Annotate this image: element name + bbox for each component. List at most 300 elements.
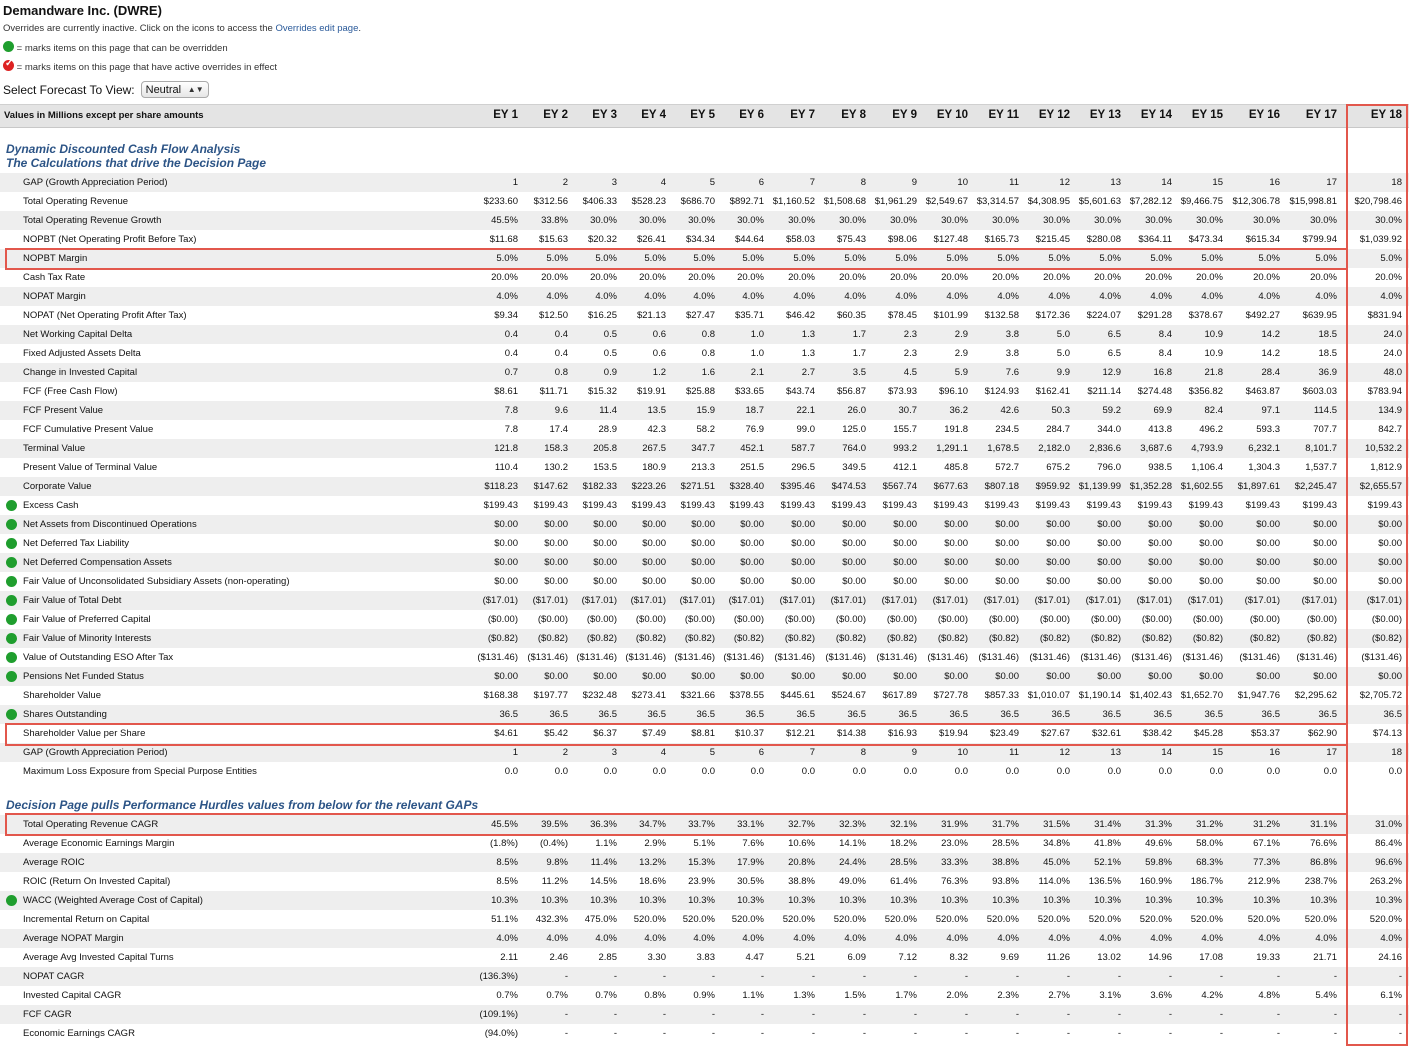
cell-ey12: - (1066, 1009, 1070, 1020)
cell-ey6: 520.0% (731, 914, 764, 925)
cell-ey18: $2,655.57 (1359, 481, 1402, 492)
cell-ey6: $33.65 (734, 386, 764, 397)
cell-ey3: $199.43 (582, 500, 617, 511)
cell-ey11: 5.0% (997, 253, 1019, 264)
cell-ey5: 0.0 (701, 766, 715, 777)
cell-ey6: $0.00 (740, 538, 764, 549)
cell-ey13: 0.0 (1107, 766, 1121, 777)
row-label: NOPBT (Net Operating Profit Before Tax) (23, 234, 197, 245)
cell-ey13: 344.0 (1097, 424, 1121, 435)
cell-ey17: 8,101.7 (1305, 443, 1337, 454)
cell-ey11: - (1015, 971, 1019, 982)
cell-ey4: ($0.82) (635, 633, 666, 644)
cell-ey17: $2,245.47 (1294, 481, 1337, 492)
cell-ey15: 30.0% (1196, 215, 1223, 226)
cell-ey18: 36.5 (1383, 709, 1402, 720)
cell-ey3: 2.85 (598, 952, 617, 963)
cell-ey3: 3 (611, 747, 617, 758)
cell-ey14: - (1168, 1028, 1172, 1039)
row-label: Pensions Net Funded Status (23, 671, 144, 682)
row-label: Shares Outstanding (23, 709, 107, 720)
cell-ey12: $0.00 (1046, 538, 1070, 549)
cell-ey15: 496.2 (1199, 424, 1223, 435)
cell-ey3: $0.00 (593, 538, 617, 549)
cell-ey3: 0.5 (603, 348, 617, 359)
cell-ey9: 30.7 (898, 405, 917, 416)
cell-ey3: $6.37 (593, 728, 617, 739)
cell-ey1: $118.23 (484, 481, 518, 492)
cell-ey6: - (760, 1028, 764, 1039)
cell-ey12: 12 (1059, 747, 1070, 758)
cell-ey1: 2.11 (500, 952, 518, 963)
cell-ey13: 6.5 (1107, 348, 1121, 359)
cell-ey10: 23.0% (941, 838, 968, 849)
cell-ey14: $0.00 (1148, 576, 1172, 587)
cell-ey7: ($131.46) (774, 652, 815, 663)
cell-ey18: $0.00 (1378, 538, 1402, 549)
cell-ey4: ($17.01) (630, 595, 666, 606)
cell-ey5: 1.6 (701, 367, 715, 378)
cell-ey6: $0.00 (740, 671, 764, 682)
table-row (0, 249, 1409, 268)
cell-ey4: 30.0% (639, 215, 666, 226)
cell-ey10: $127.48 (933, 234, 968, 245)
cell-ey6: 33.1% (737, 819, 764, 830)
cell-ey2: 4.0% (546, 933, 568, 944)
cell-ey9: - (913, 971, 917, 982)
cell-ey18: 30.0% (1375, 215, 1402, 226)
cell-ey17: $199.43 (1302, 500, 1337, 511)
cell-ey18: 5.0% (1380, 253, 1402, 264)
forecast-select[interactable] (141, 81, 209, 98)
cell-ey9: 993.2 (893, 443, 917, 454)
cell-ey8: $56.87 (836, 386, 866, 397)
cell-ey8: ($17.01) (830, 595, 866, 606)
cell-ey1: $9.34 (494, 310, 518, 321)
table-row (0, 629, 1409, 648)
legend-overridable-text: = marks items on this page that can be overridden (16, 43, 228, 54)
cell-ey16: 10.3% (1253, 895, 1280, 906)
cell-ey5: 5.1% (693, 838, 715, 849)
override-dot-icon[interactable] (6, 709, 17, 720)
legend-overridable (3, 41, 228, 56)
cell-ey6: ($0.00) (733, 614, 764, 625)
cell-ey7: 20.8% (788, 857, 815, 868)
row-label: Net Deferred Compensation Assets (23, 557, 172, 568)
cell-ey2: 158.3 (544, 443, 568, 454)
cell-ey12: $27.67 (1040, 728, 1070, 739)
cell-ey4: 18.6% (639, 876, 666, 887)
cell-ey6: 6 (758, 177, 764, 188)
overrides-edit-link[interactable]: Overrides edit page (275, 23, 359, 34)
cell-ey9: - (913, 1028, 917, 1039)
cell-ey13: ($0.82) (1090, 633, 1121, 644)
cell-ey10: $0.00 (944, 557, 968, 568)
cell-ey13: $1,139.99 (1078, 481, 1121, 492)
cell-ey14: 10.3% (1145, 895, 1172, 906)
cell-ey14: 4.0% (1150, 933, 1172, 944)
override-dot-icon[interactable] (6, 671, 17, 682)
cell-ey14: 59.8% (1145, 857, 1172, 868)
cell-ey9: $199.43 (882, 500, 917, 511)
row-label: Total Operating Revenue (23, 196, 129, 207)
cell-ey8: 8 (860, 177, 866, 188)
table-row (0, 420, 1409, 439)
cell-ey5: 15.3% (688, 857, 715, 868)
cell-ey1: $0.00 (494, 538, 518, 549)
cell-ey11: 9.69 (1000, 952, 1019, 963)
cell-ey2: $11.71 (539, 386, 568, 397)
override-dot-icon[interactable] (6, 614, 17, 625)
table-row (0, 439, 1409, 458)
cell-ey4: 180.9 (642, 462, 666, 473)
cell-ey17: 21.71 (1313, 952, 1337, 963)
cell-ey17: $15,998.81 (1289, 196, 1337, 207)
table-row (0, 192, 1409, 211)
cell-ey1: 4.0% (496, 291, 518, 302)
override-dot-icon[interactable] (6, 519, 17, 530)
cell-ey8: 1.7 (852, 329, 866, 340)
cell-ey12: 5.0 (1056, 329, 1070, 340)
cell-ey2: 11.2% (541, 876, 568, 887)
cell-ey12: ($0.00) (1039, 614, 1070, 625)
cell-ey9: 2.3 (903, 348, 917, 359)
cell-ey7: 5.21 (796, 952, 815, 963)
cell-ey6: 30.5% (737, 876, 764, 887)
cell-ey18: 1,812.9 (1370, 462, 1402, 473)
table-row (0, 515, 1409, 534)
cell-ey15: 4.2% (1201, 990, 1223, 1001)
cell-ey13: - (1117, 971, 1121, 982)
cell-ey12: 2,182.0 (1038, 443, 1070, 454)
cell-ey7: 32.7% (788, 819, 815, 830)
cell-ey14: $1,352.28 (1129, 481, 1172, 492)
column-header-ey1: EY 1 (493, 109, 518, 121)
cell-ey8: - (862, 1009, 866, 1020)
cell-ey6: 1.0 (750, 348, 764, 359)
cell-ey4: 42.3 (647, 424, 666, 435)
cell-ey2: ($0.00) (537, 614, 568, 625)
cell-ey8: 520.0% (833, 914, 866, 925)
cell-ey17: $2,295.62 (1294, 690, 1337, 701)
cell-ey3: 0.7% (595, 990, 617, 1001)
cell-ey11: $23.49 (989, 728, 1019, 739)
cell-ey10: 33.3% (941, 857, 968, 868)
cell-ey16: $0.00 (1256, 538, 1280, 549)
cell-ey14: 3.6% (1150, 990, 1172, 1001)
cell-ey17: 10.3% (1310, 895, 1337, 906)
cell-ey15: $0.00 (1199, 576, 1223, 587)
cell-ey16: $492.27 (1245, 310, 1280, 321)
cell-ey5: $0.00 (691, 576, 715, 587)
cell-ey12: 675.2 (1046, 462, 1070, 473)
cell-ey11: ($131.46) (978, 652, 1019, 663)
legend-active (3, 60, 277, 75)
cell-ey8: 30.0% (839, 215, 866, 226)
cell-ey9: 2.3 (903, 329, 917, 340)
row-label: Total Operating Revenue CAGR (23, 819, 159, 830)
cell-ey5: 3.83 (696, 952, 715, 963)
cell-ey16: 97.1 (1261, 405, 1280, 416)
cell-ey5: $27.47 (685, 310, 715, 321)
cell-ey13: $211.14 (1087, 386, 1121, 397)
override-dot-icon[interactable] (6, 895, 17, 906)
cell-ey9: $0.00 (893, 557, 917, 568)
cell-ey10: ($131.46) (927, 652, 968, 663)
row-label: GAP (Growth Appreciation Period) (23, 177, 168, 188)
cell-ey15: 4,793.9 (1191, 443, 1223, 454)
section2-title: Decision Page pulls Performance Hurdles values from below for the relevant GAPs (6, 798, 479, 812)
cell-ey8: 26.0 (847, 405, 866, 416)
table-row (0, 553, 1409, 572)
cell-ey16: 593.3 (1256, 424, 1280, 435)
cell-ey18: 24.16 (1378, 952, 1402, 963)
cell-ey7: $0.00 (791, 557, 815, 568)
row-label: ROIC (Return On Invested Capital) (23, 876, 171, 887)
cell-ey16: 14.2 (1261, 329, 1280, 340)
override-dot-icon[interactable] (6, 633, 17, 644)
cell-ey3: - (613, 971, 617, 982)
cell-ey17: 114.5 (1313, 405, 1337, 416)
cell-ey1: (136.3%) (479, 971, 518, 982)
cell-ey15: ($0.82) (1192, 633, 1223, 644)
cell-ey1: 7.8 (504, 405, 518, 416)
cell-ey14: $0.00 (1148, 519, 1172, 530)
cell-ey11: - (1015, 1009, 1019, 1020)
cell-ey2: ($0.82) (537, 633, 568, 644)
cell-ey3: 0.9 (603, 367, 617, 378)
row-label: GAP (Growth Appreciation Period) (23, 747, 168, 758)
cell-ey17: - (1333, 1009, 1337, 1020)
cell-ey16: $53.37 (1250, 728, 1280, 739)
cell-ey4: 4.0% (644, 933, 666, 944)
cell-ey16: $463.87 (1245, 386, 1280, 397)
cell-ey8: 764.0 (842, 443, 866, 454)
cell-ey7: $199.43 (780, 500, 815, 511)
cell-ey14: 520.0% (1139, 914, 1172, 925)
cell-ey7: - (811, 1028, 815, 1039)
cell-ey16: 520.0% (1247, 914, 1280, 925)
cell-ey2: 17.4 (549, 424, 568, 435)
cell-ey1: $199.43 (483, 500, 518, 511)
override-dot-icon[interactable] (6, 652, 17, 663)
cell-ey17: 238.7% (1304, 876, 1337, 887)
cell-ey11: 1,678.5 (987, 443, 1019, 454)
cell-ey18: 4.0% (1380, 291, 1402, 302)
cell-ey7: 38.8% (788, 876, 815, 887)
row-label: Incremental Return on Capital (23, 914, 150, 925)
cell-ey12: $0.00 (1046, 557, 1070, 568)
override-dot-icon[interactable] (6, 538, 17, 549)
cell-ey2: $0.00 (544, 557, 568, 568)
cell-ey1: 20.0% (491, 272, 518, 283)
cell-ey8: 10.3% (839, 895, 866, 906)
cell-ey9: $0.00 (893, 519, 917, 530)
table-row (0, 667, 1409, 686)
row-label: Economic Earnings CAGR (23, 1028, 135, 1039)
cell-ey18: $0.00 (1378, 576, 1402, 587)
cell-ey17: $62.90 (1307, 728, 1337, 739)
cell-ey7: $0.00 (791, 519, 815, 530)
cell-ey1: 51.1% (491, 914, 518, 925)
cell-ey2: 10.3% (541, 895, 568, 906)
table-header-label: Values in Millions except per share amounts (4, 110, 204, 121)
cell-ey13: 30.0% (1094, 215, 1121, 226)
cell-ey8: 20.0% (839, 272, 866, 283)
column-header-ey14: EY 14 (1140, 109, 1172, 121)
row-label: Fair Value of Preferred Capital (23, 614, 151, 625)
cell-ey13: 52.1% (1094, 857, 1121, 868)
cell-ey13: 6.5 (1107, 329, 1121, 340)
cell-ey11: 4.0% (997, 933, 1019, 944)
cell-ey6: 1.1% (742, 990, 764, 1001)
cell-ey1: $11.68 (489, 234, 518, 245)
cell-ey11: $0.00 (995, 671, 1019, 682)
cell-ey2: $147.62 (533, 481, 568, 492)
cell-ey1: $0.00 (494, 519, 518, 530)
cell-ey16: 14.2 (1261, 348, 1280, 359)
cell-ey9: 9 (911, 177, 917, 188)
cell-ey10: 0.0 (954, 766, 968, 777)
cell-ey5: 10.3% (688, 895, 715, 906)
cell-ey11: $0.00 (995, 538, 1019, 549)
row-label: Total Operating Revenue Growth (23, 215, 162, 226)
cell-ey14: 8.4 (1158, 348, 1172, 359)
cell-ey17: 5.0% (1315, 253, 1337, 264)
cell-ey2: $12.50 (538, 310, 568, 321)
row-label: Excess Cash (23, 500, 79, 511)
section1-title: Dynamic Discounted Cash Flow Analysis (6, 142, 241, 156)
cell-ey9: 0.0 (903, 766, 917, 777)
cell-ey7: 10.6% (788, 838, 815, 849)
row-label: FCF CAGR (23, 1009, 72, 1020)
row-label: Fair Value of Total Debt (23, 595, 122, 606)
cell-ey3: $16.25 (587, 310, 617, 321)
cell-ey11: $165.73 (984, 234, 1019, 245)
cell-ey16: 1,304.3 (1248, 462, 1280, 473)
cell-ey8: 5.0% (844, 253, 866, 264)
column-header-ey12: EY 12 (1038, 109, 1070, 121)
row-label: NOPAT Margin (23, 291, 86, 302)
cell-ey14: $38.42 (1142, 728, 1172, 739)
cell-ey5: 20.0% (688, 272, 715, 283)
cell-ey8: ($131.46) (825, 652, 866, 663)
cell-ey4: 4 (660, 177, 666, 188)
cell-ey14: $0.00 (1148, 671, 1172, 682)
cell-ey17: 31.1% (1310, 819, 1337, 830)
cell-ey13: 12.9 (1102, 367, 1121, 378)
cell-ey1: 1 (512, 177, 518, 188)
cell-ey11: $0.00 (995, 519, 1019, 530)
table-row (0, 705, 1409, 724)
cell-ey15: 520.0% (1190, 914, 1223, 925)
cell-ey3: 20.0% (590, 272, 617, 283)
cell-ey12: 5.0% (1048, 253, 1070, 264)
cell-ey18: 18 (1391, 177, 1402, 188)
cell-ey6: 18.7 (745, 405, 764, 416)
cell-ey18: $0.00 (1378, 557, 1402, 568)
column-header-ey10: EY 10 (936, 109, 968, 121)
cell-ey11: $857.33 (984, 690, 1019, 701)
cell-ey4: ($0.00) (635, 614, 666, 625)
cell-ey9: $73.93 (887, 386, 917, 397)
cell-ey4: 13.5 (647, 405, 666, 416)
override-dot-icon[interactable] (6, 500, 17, 511)
forecast-selector (3, 81, 209, 98)
cell-ey10: ($0.82) (937, 633, 968, 644)
cell-ey7: 296.5 (791, 462, 815, 473)
cell-ey14: 49.6% (1145, 838, 1172, 849)
cell-ey17: 5.4% (1315, 990, 1337, 1001)
cell-ey9: $16.93 (887, 728, 917, 739)
cell-ey7: $445.61 (780, 690, 815, 701)
cell-ey15: $9,466.75 (1180, 196, 1223, 207)
cell-ey3: 28.9 (598, 424, 617, 435)
cell-ey11: ($17.01) (983, 595, 1019, 606)
cell-ey5: 0.8 (701, 348, 715, 359)
cell-ey10: 520.0% (935, 914, 968, 925)
cell-ey16: 20.0% (1253, 272, 1280, 283)
cell-ey1: $0.00 (494, 557, 518, 568)
cell-ey2: 2 (562, 747, 568, 758)
table-row (0, 572, 1409, 591)
cell-ey2: $15.63 (538, 234, 568, 245)
cell-ey18: 4.0% (1380, 933, 1402, 944)
page-title: Demandware Inc. (DWRE) (3, 3, 162, 18)
cell-ey9: ($17.01) (881, 595, 917, 606)
column-header-ey9: EY 9 (892, 109, 917, 121)
cell-ey9: $98.06 (887, 234, 917, 245)
cell-ey1: 7.8 (504, 424, 518, 435)
cell-ey9: 155.7 (893, 424, 917, 435)
cell-ey16: $615.34 (1245, 234, 1280, 245)
cell-ey3: 36.5 (598, 709, 617, 720)
override-dot-icon[interactable] (6, 557, 17, 568)
row-label: Average Avg Invested Capital Turns (23, 952, 174, 963)
cell-ey15: $378.67 (1188, 310, 1223, 321)
override-dot-icon[interactable] (6, 576, 17, 587)
cell-ey3: 10.3% (590, 895, 617, 906)
cell-ey11: 20.0% (992, 272, 1019, 283)
cell-ey14: 413.8 (1148, 424, 1172, 435)
cell-ey16: ($0.82) (1249, 633, 1280, 644)
cell-ey2: 20.0% (541, 272, 568, 283)
cell-ey17: $0.00 (1313, 576, 1337, 587)
cell-ey15: $45.28 (1193, 728, 1223, 739)
cell-ey4: 0.6 (652, 348, 666, 359)
cell-ey9: 10.3% (890, 895, 917, 906)
cell-ey11: 234.5 (995, 424, 1019, 435)
cell-ey10: 10.3% (941, 895, 968, 906)
cell-ey11: $132.58 (984, 310, 1019, 321)
cell-ey13: 13 (1110, 177, 1121, 188)
cell-ey16: $12,306.78 (1232, 196, 1280, 207)
table-row (0, 648, 1409, 667)
cell-ey9: 4.0% (895, 291, 917, 302)
cell-ey13: 36.5 (1102, 709, 1121, 720)
cell-ey11: 2.3% (997, 990, 1019, 1001)
cell-ey10: 5.9 (954, 367, 968, 378)
cell-ey3: $232.48 (582, 690, 617, 701)
cell-ey17: 30.0% (1310, 215, 1337, 226)
cell-ey8: 3.5 (852, 367, 866, 378)
cell-ey8: 6.09 (847, 952, 866, 963)
cell-ey12: 11.26 (1046, 952, 1070, 963)
cell-ey18: 263.2% (1369, 876, 1402, 887)
cell-ey1: ($0.82) (487, 633, 518, 644)
override-dot-icon[interactable] (6, 595, 17, 606)
cell-ey13: $1,190.14 (1078, 690, 1121, 701)
